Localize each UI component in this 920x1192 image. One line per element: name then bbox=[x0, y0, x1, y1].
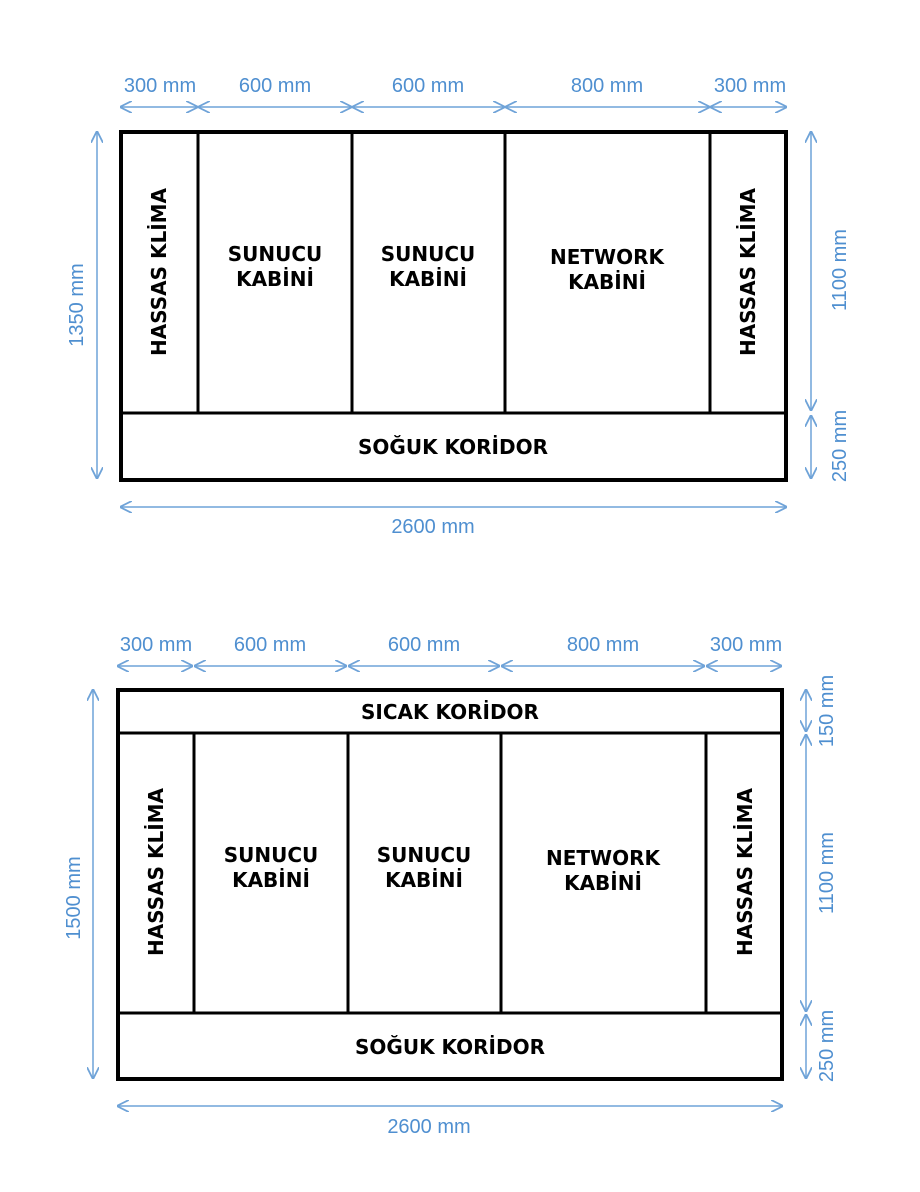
hot-aisle-label: SICAK KORİDOR bbox=[361, 700, 539, 724]
dim-label-height: 1500 mm bbox=[63, 856, 85, 940]
dim-label-height: 1350 mm bbox=[66, 263, 88, 347]
server-cabinet-1-line1: SUNUCU bbox=[223, 843, 319, 867]
dim-label-600-b: 600 mm bbox=[391, 75, 465, 97]
network-cabinet-line2: KABİNİ bbox=[564, 871, 642, 895]
dim-label-300-right: 300 mm bbox=[709, 634, 783, 656]
server-cabinet-1-line2: KABİNİ bbox=[236, 267, 314, 291]
hassas-klima-left: HASSAS KLİMA bbox=[147, 187, 171, 357]
hassas-klima-right: HASSAS KLİMA bbox=[733, 787, 757, 957]
room-outline bbox=[121, 132, 786, 480]
dim-label-800: 800 mm bbox=[570, 75, 644, 97]
diagram-1 bbox=[66, 75, 851, 538]
server-cabinet-1-line1: SUNUCU bbox=[227, 242, 323, 266]
server-cabinet-2-line2: KABİNİ bbox=[389, 267, 467, 291]
diagram-2 bbox=[63, 634, 838, 1138]
network-cabinet-line1: NETWORK bbox=[545, 846, 661, 870]
dim-label-300-right: 300 mm bbox=[713, 75, 787, 97]
dim-label-800: 800 mm bbox=[566, 634, 640, 656]
dim-label-1100: 1100 mm bbox=[829, 229, 851, 311]
server-cabinet-2-line1: SUNUCU bbox=[380, 242, 476, 266]
dim-label-width: 2600 mm bbox=[391, 516, 475, 538]
server-cabinet-1-line2: KABİNİ bbox=[232, 868, 310, 892]
dim-label-1100: 1100 mm bbox=[816, 832, 838, 914]
dim-label-150: 150 mm bbox=[816, 674, 838, 748]
dim-label-300-left: 300 mm bbox=[119, 634, 193, 656]
dim-label-250: 250 mm bbox=[829, 409, 851, 483]
server-cabinet-2-line1: SUNUCU bbox=[376, 843, 472, 867]
cold-aisle-label: SOĞUK KORİDOR bbox=[355, 1035, 545, 1059]
dim-label-600-b: 600 mm bbox=[387, 634, 461, 656]
network-cabinet-line1: NETWORK bbox=[549, 245, 665, 269]
dim-label-width: 2600 mm bbox=[387, 1116, 471, 1138]
dim-label-300-left: 300 mm bbox=[123, 75, 197, 97]
dim-label-250: 250 mm bbox=[816, 1009, 838, 1083]
hassas-klima-left: HASSAS KLİMA bbox=[144, 787, 168, 957]
network-cabinet-line2: KABİNİ bbox=[568, 270, 646, 294]
cold-aisle-label: SOĞUK KORİDOR bbox=[358, 435, 548, 459]
dim-label-600-a: 600 mm bbox=[238, 75, 312, 97]
dim-label-600-a: 600 mm bbox=[233, 634, 307, 656]
hassas-klima-right: HASSAS KLİMA bbox=[736, 187, 760, 357]
server-cabinet-2-line2: KABİNİ bbox=[385, 868, 463, 892]
